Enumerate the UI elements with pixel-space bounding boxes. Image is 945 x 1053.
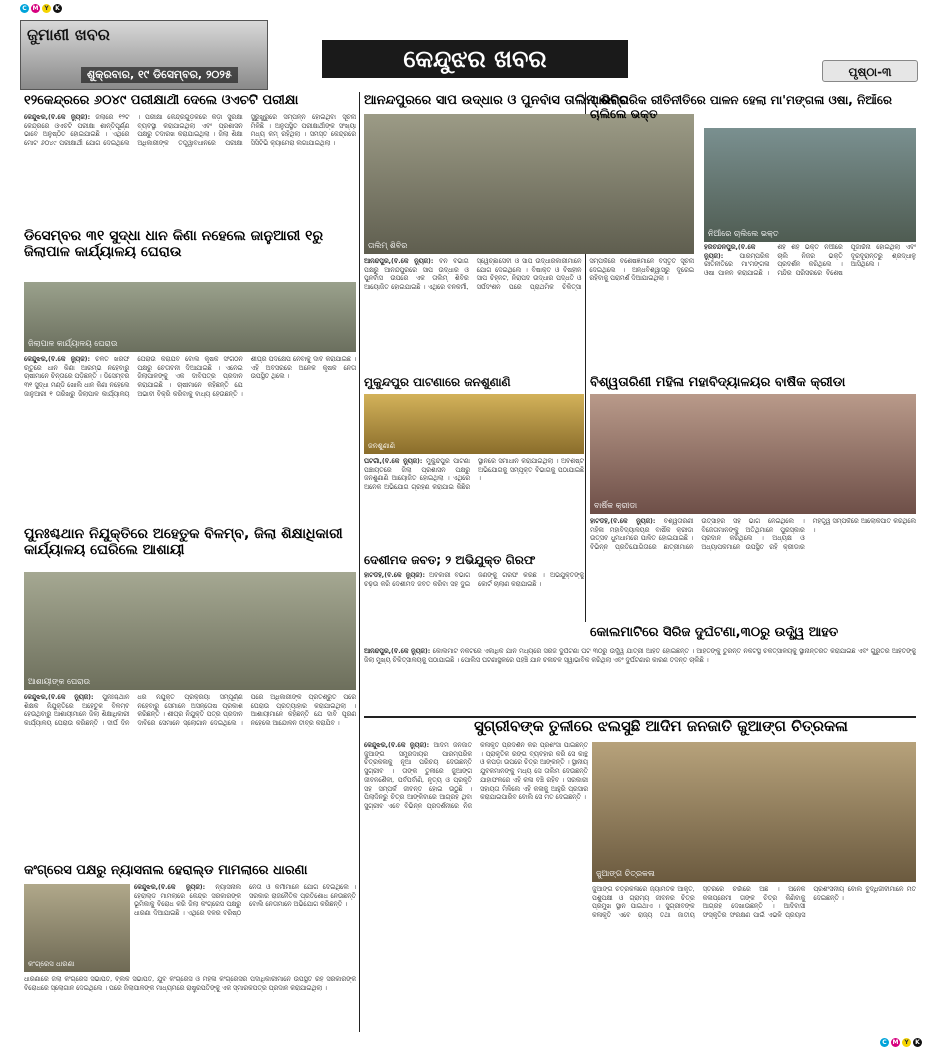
- headline-accident: କୋଲମାଟିରେ ସିରିଜ ଦୁର୍ଘଟଣା,୩୦ରୁ ଉର୍ଦ୍ଧ୍ୱ ଆହତ: [590, 626, 839, 640]
- photo-caption-art: ଜୁଆଙ୍ଗ ଚିତ୍ରକଳା: [596, 869, 655, 878]
- article-paddy-body: କେନ୍ଦୁଝର,(ବି.କେ ନ୍ୟୁଜ): ଚଳିତ ଖରିଫ ଋତୁରେ ଧାନ କିଣା ଆରମ୍ଭ ନହେବାରୁ ଚାଷୀମାନେ ଚିନ୍ତାରେ ପଡ଼ିଛନ୍ତି । ଡିସେମ୍ବର ୩୧ ସୁଦ୍ଧା ମଣ୍ଡି ଖୋଲି ଧାନ କିଣା ନହେଲେ ଜାନୁଆରୀ ୧ ତାରିଖରୁ ଜିଲାପାଳ କାର୍ଯ୍ୟାଳୟ ଘେରାଉ କରାଯିବ ବୋଲି କୃଷକ ସଂଗଠନ ପକ୍ଷରୁ ଚେତାବନୀ ଦିଆଯାଇଛି । ଏନେଇ ଜିଲାପାଳଙ୍କୁ ଏକ ଦାବିପତ୍ର ପ୍ରଦାନ କରାଯାଇଛି । ଚାଷୀମାନେ କହିଛନ୍ତି ଯେ ଅଭାବୀ ବିକ୍ରି କରିବାକୁ ବାଧ୍ୟ ହେଉଛନ୍ତି । ଶୀଘ୍ର ପଦକ୍ଷେପ ନେବାକୁ ଦାବି କରାଯାଇଛି । ଏହି ଅବସରରେ ଅନେକ କୃଷକ ନେତା ଉପସ୍ଥିତ ଥିଲେ ।: [24, 356, 356, 398]
- cmyk-c: C: [20, 4, 29, 13]
- photo-hearing: [364, 394, 584, 454]
- photo-caption-snake: ତାଲିମ୍ ଶିବିର: [368, 241, 408, 250]
- cmyk-marks-top: [20, 4, 80, 16]
- masthead-logo-block: [20, 20, 268, 90]
- section-name: ଜୁମାଣୀ ଖବର: [27, 25, 110, 44]
- dateline-snake: ଆନନ୍ଦପୁର,(ବି.କେ ନ୍ୟୁଜ):: [364, 258, 434, 265]
- photo-caption-paddy: ଜିଲାପାଳ କାର୍ଯ୍ୟାଳୟ ଘେରାଉ: [28, 339, 118, 348]
- article-teacher-body: କେନ୍ଦୁଝର,(ବି.କେ ନ୍ୟୁଜ): ପୁନଃଶ୍ଚଥାନ ଶିକ୍ଷକ ନିଯୁକ୍ତିରେ ଅହେତୁକ ବିଳମ୍ବ ହେଉଥିବାରୁ ଆଶାୟୀମାନେ ଜିଲା ଶିକ୍ଷାଧିକାରୀ କାର୍ଯ୍ୟାଳୟ ଘେରାଉ କରିଛନ୍ତି । ଦୀର୍ଘ ଦିନ ଧରି ନିଯୁକ୍ତି ପ୍ରକ୍ରିୟା ସମ୍ପୂର୍ଣ୍ଣ ନହେବାରୁ ସେମାନେ ଅସନ୍ତୋଷ ପ୍ରକାଶ କରିଛନ୍ତି । ଶୀଘ୍ର ନିଯୁକ୍ତି ପତ୍ର ପ୍ରଦାନ ଦାବିରେ ସେମାନେ ସ୍ଲୋଗାନ ଦେଇଥିଲେ । ପରେ ଅଧିକାରୀଙ୍କ ପ୍ରତିଶ୍ରୁତି ପରେ ଘେରାଉ ପ୍ରତ୍ୟାହାର କରାଯାଇଥିଲା । ଆଶାୟୀମାନେ କହିଛନ୍ତି ଯେ ଦାବି ପୂରଣ ନହେଲେ ଆନ୍ଦୋଳନ ତୀବ୍ର କରାଯିବ ।: [24, 694, 356, 728]
- photo-caption-hearing: ଜନଶୁଣାଣି: [368, 442, 396, 450]
- photo-caption-congress: କଂଗ୍ରେସ ଧାରଣା: [28, 960, 75, 968]
- dateline-paddy: କେନ୍ଦୁଝର,(ବି.କେ ନ୍ୟୁଜ):: [24, 356, 90, 363]
- article-snake-body: ଆନନ୍ଦପୁର,(ବି.କେ ନ୍ୟୁଜ): ବନ ବିଭାଗ ପକ୍ଷରୁ ଆନନ୍ଦପୁରରେ ସାପ ଉଦ୍ଧାର ଓ ପୁନର୍ବାସ ଉପରେ ଏକ ତାଲିମ୍ ଶିବିର ଆୟୋଜିତ ହୋଇଯାଇଛି । ଏଥିରେ ବନକର୍ମୀ, ସ୍ୱେଚ୍ଛାସେବୀ ଓ ସାପ ଉଦ୍ଧାରକାରୀମାନେ ଯୋଗ ଦେଇଥିଲେ । ବିଷାକ୍ତ ଓ ବିଷହୀନ ସାପ ଚିହ୍ନଟ, ନିରାପଦ ଉଦ୍ଧାର ପଦ୍ଧତି ଓ ସର୍ପଦଂଶନ ପରେ ପ୍ରାଥମିକ ଚିକିତ୍ସା ସମ୍ପର୍କରେ ବିଶେଷଜ୍ଞମାନେ ବିସ୍ତୃତ ସୂଚନା ଦେଇଥିଲେ । ଅନ୍ଧବିଶ୍ୱାସରୁ ଦୂରେଇ ରହିବାକୁ ପରାମର୍ଶ ଦିଆଯାଇଥିଲା ।: [364, 258, 694, 292]
- cmyk-y-bottom: Y: [902, 1038, 911, 1047]
- dateline-art: କେନ୍ଦୁଝର,(ବି.କେ ନ୍ୟୁଜ):: [364, 742, 430, 749]
- page-number-tag: [822, 60, 918, 82]
- column-divider-1: [359, 92, 360, 1032]
- headline-tradition: ପାରମ୍ପରିକ ରୀତିନୀତିରେ ପାଳନ ହେଲା ମା'ମଙ୍ଗଳା ଓଷା, ନିଆଁରେ ଚାଲିଲେ ଭକ୍ତ: [590, 94, 893, 121]
- photo-sports: [590, 394, 916, 514]
- dateline-exam: କେନ୍ଦୁଝର,(ବି.କେ ନ୍ୟୁଜ):: [24, 114, 91, 121]
- photo-teacher: [24, 572, 356, 690]
- cmyk-m: M: [32, 5, 39, 12]
- headline-congress: କଂଗ୍ରେସ ପକ୍ଷରୁ ନ୍ୟାସନାଲ ହେରାଲ୍ଡ ମାମଲାରେ ଧାରଣା: [24, 864, 308, 878]
- headline-liquor: ଦେଶୀମଦ ଜବତ; ୨ ଅଭିଯୁକ୍ତ ଗିରଫ: [364, 554, 536, 567]
- headline-paddy: ଡିସେମ୍ବର ୩୧ ସୁଦ୍ଧା ଧାନ କିଣା ନହେଲେ ଜାନୁଆରୀ ୧ରୁ ଜିଲାପାଳ କାର୍ଯ୍ୟାଳୟ ଘେରାଉ: [24, 228, 324, 261]
- article-liquor-body: ହାଟଡିହି,(ବି.କେ ନ୍ୟୁଜ): ଅବକାରୀ ବିଭାଗ ଚଢ଼ଉ କରି ଦେଶୀମଦ ଜବତ କରିବା ସହ ଦୁଇ ଜଣଙ୍କୁ ଗିରଫ କରିଛି । ଅଭିଯୁକ୍ତଙ୍କୁ କୋର୍ଟ ଚାଲାଣ କରାଯାଇଛି ।: [364, 572, 584, 588]
- cmyk-c-bottom: C: [880, 1038, 889, 1047]
- headline-teacher: ପୁନଃଶ୍ଚଥାନ ନିଯୁକ୍ତିରେ ଅହେତୁକ ବିଳମ୍ବ, ଜିଲା ଶିକ୍ଷାଧିକାରୀ କାର୍ଯ୍ୟାଳୟ ଘେରିଲେ ଆଶାୟୀ: [24, 526, 343, 559]
- article-tradition-body: ହରିଚନ୍ଦନପୁର,(ବି.କେ ନ୍ୟୁଜ): ପାରମ୍ପରିକ ରୀତିନୀତିରେ ମା'ମଙ୍ଗଳା ଓଷା ପାଳନ କରାଯାଇଛି । ଶହ ଶହ ଭକ୍ତ ନିଆଁରେ ଚାଲି ନିଜର ଭକ୍ତି ପ୍ରଦର୍ଶନ କରିଥିଲେ । ମନ୍ଦିର ପରିସରରେ ବିଶେଷ ପୂଜାର୍ଚ୍ଚନା ହୋଇଥିଲା ଏବଂ ଦୂରଦୂରାନ୍ତରୁ ଶ୍ରଦ୍ଧାଳୁ ଆସିଥିଲେ ।: [704, 244, 916, 278]
- photo-paddy: [24, 282, 356, 352]
- photo-caption-sports: ବାର୍ଷିକ କ୍ରୀଡା: [594, 501, 638, 510]
- dateline-liquor: ହାଟଡିହି,(ବି.କେ ନ୍ୟୁଜ):: [364, 572, 426, 579]
- photo-art: [592, 742, 916, 882]
- photo-caption-tradition: ନିଆଁରେ ଚାଲିଲେ ଭକ୍ତ: [708, 229, 779, 238]
- article-art-body-left: କେନ୍ଦୁଝର,(ବି.କେ ନ୍ୟୁଜ): ଆଦିମ ଜନଜାତି ଜୁଆଙ୍ଗ ସମ୍ପ୍ରଦାୟର ପାରମ୍ପରିକ ଚିତ୍ରକଳାକୁ ନୂଆ ପରିଚୟ ଦେଉଛନ୍ତି ସୁଗ୍ରୀବ । ତାଙ୍କ ତୁଳୀରେ ଜୁଆଙ୍ଗ ଜୀବନଶୈଳୀ, ପର୍ବପର୍ବାଣି, ନୃତ୍ୟ ଓ ପ୍ରକୃତି ସହ ସମ୍ପର୍କ ଜୀବନ୍ତ ହୋଇ ଉଠୁଛି । ପିଲାଦିନରୁ ଚିତ୍ର ଆଙ୍କିବାରେ ଆଗ୍ରହ ଥିବା ସୁଗ୍ରୀବ ଏବେ ବିଭିନ୍ନ ପ୍ରଦର୍ଶନୀରେ ନିଜ କଳାକୃତି ପ୍ରଦର୍ଶନ କରି ପ୍ରଶଂସା ପାଇଛନ୍ତି । ପ୍ରାକୃତିକ ରଙ୍ଗ ବ୍ୟବହାର କରି ସେ କାନ୍ଥ ଓ କପଡ଼ା ଉପରେ ଚିତ୍ର ଆଙ୍କନ୍ତି । ସ୍ଥାନୀୟ ଯୁବକମାନଙ୍କୁ ମଧ୍ୟ ସେ ତାଲିମ ଦେଉଛନ୍ତି ଯାହାଫଳରେ ଏହି କଳା ବଞ୍ଚି ରହିବ । ସରକାରୀ ସହାୟତା ମିଳିଲେ ଏହି କଳାକୁ ଆହୁରି ପ୍ରସାର କରାଯାଇପାରିବ ବୋଲି ସେ ମତ ଦେଇଛନ୍ତି ।: [364, 742, 588, 810]
- photo-caption-teacher: ଆଶାୟୀଙ୍କ ଘେରାଉ: [28, 677, 91, 686]
- headline-art-box: [364, 716, 916, 738]
- page-number: ପୃଷ୍ଠା-୩: [848, 65, 892, 79]
- article-congress-body: କେନ୍ଦୁଝର,(ବି.କେ ନ୍ୟୁଜ): ନ୍ୟାସନାଲ ହେରାଲ୍ଡ ମାମଲାରେ କେନ୍ଦ୍ର ସରକାରଙ୍କ ଭୂମିକାକୁ ବିରୋଧ କରି ଜିଲା କଂଗ୍ରେସ ପକ୍ଷରୁ ଧାରଣା ଦିଆଯାଇଛି । ଏଥିରେ ଦଳର ବରିଷ୍ଠ ନେତା ଓ କର୍ମୀମାନେ ଯୋଗ ଦେଇଥିଲେ । ସରକାର ରାଜନୈତିକ ପ୍ରତିଶୋଧ ନେଉଛନ୍ତି ବୋଲି ନେତାମାନେ ଅଭିଯୋଗ କରିଛନ୍ତି ।: [134, 884, 356, 918]
- cmyk-marks-bottom: [880, 1038, 940, 1050]
- article-art-body-right: ଜୁଆଙ୍ଗ ଚିତ୍ରକଳାରେ ଜ୍ୟାମିତିକ ଆକୃତି, ପଶୁପକ୍ଷୀ ଓ ଗ୍ରାମ୍ୟ ଜୀବନର ଚିତ୍ର ପ୍ରମୁଖ ସ୍ଥାନ ପାଇଥାଏ । ସୁଗ୍ରୀବଙ୍କ କଳାକୃତି ଏବେ ରାଜ୍ୟ ତଥା ଜାତୀୟ ସ୍ତରରେ ଚର୍ଚ୍ଚାରେ ଅଛି । ଅନେକ କଳାପ୍ରେମୀ ତାଙ୍କ ଚିତ୍ର କିଣିବାକୁ ଆଗ୍ରହ ଦେଖାଉଛନ୍ତି । ଆଦିବାସୀ ସଂସ୍କୃତିର ସଂରକ୍ଷଣ ପାଇଁ ଏଭଳି ପ୍ରୟାସ ପ୍ରଶଂସନୀୟ ବୋଲି ବୁଦ୍ଧିଜୀବୀମାନେ ମତ ଦେଇଛନ୍ତି ।: [592, 886, 916, 920]
- cmyk-y: Y: [42, 4, 51, 13]
- dateline-accident: ଆନନ୍ଦପୁର,(ବି.କେ ନ୍ୟୁଜ):: [364, 648, 431, 655]
- article-exam-body: କେନ୍ଦୁଝର,(ବି.କେ ନ୍ୟୁଜ): ଜିଲାରେ ୧୨ଟି କେନ୍ଦ୍ରରେ ଓଏଚଟି ପରୀକ୍ଷା ଶାନ୍ତିପୂର୍ଣ୍ଣ ଭାବେ ଅନୁଷ୍ଠିତ ହୋଇଯାଇଛି । ଏଥିରେ ମୋଟ ୬୦୪୯ ପରୀକ୍ଷାର୍ଥୀ ଯୋଗ ଦେଇଥିଲେ । ପରୀକ୍ଷା କେନ୍ଦ୍ରଗୁଡ଼ିକରେ କଡ଼ା ସୁରକ୍ଷା ବ୍ୟବସ୍ଥା କରାଯାଇଥିଲା ଏବଂ ପ୍ରଶାସନ ପକ୍ଷରୁ ତଦାରଖ କରାଯାଇଥିଲା । ଜିଲା ଶିକ୍ଷା ଅଧିକାରୀଙ୍କ ତତ୍ତ୍ୱାବଧାନରେ ପରୀକ୍ଷା ସୁରୁଖୁରୁରେ ସମ୍ପନ୍ନ ହୋଇଥିବା ସୂଚନା ମିଳିଛି । ଅନୁପସ୍ଥିତ ପରୀକ୍ଷାର୍ଥୀଙ୍କ ସଂଖ୍ୟା ମଧ୍ୟ କମ୍ ରହିଥିଲା । ସମସ୍ତ କେନ୍ଦ୍ରରେ ସିସିଟିଭି କ୍ୟାମେରା ଲଗାଯାଇଥିଲା ।: [24, 114, 356, 148]
- masthead-date: ଶୁକ୍ରବାର, ୧୯ ଡିସେମ୍ବର, ୨୦୨୫: [81, 67, 238, 83]
- cmyk-m-bottom: M: [892, 1039, 899, 1046]
- page-title: କେନ୍ଦୁଝର ଖବର: [403, 45, 547, 73]
- dateline-tradition: ହରିଚନ୍ଦନପୁର,(ବି.କେ ନ୍ୟୁଜ):: [704, 244, 756, 260]
- headline-exam: ୧୨କେନ୍ଦ୍ରରେ ୬୦୪୯ ପରୀକ୍ଷାର୍ଥୀ ଦେଲେ ଓଏଚଟି ପରୀକ୍ଷା: [24, 94, 299, 108]
- dateline-teacher: କେନ୍ଦୁଝର,(ବି.କେ ନ୍ୟୁଜ):: [24, 694, 94, 701]
- dateline-hearing: ଘଟଗାଁ,(ବି.କେ ନ୍ୟୁଜ):: [364, 458, 423, 465]
- dateline-congress: କେନ୍ଦୁଝର,(ବି.କେ ନ୍ୟୁଜ):: [134, 884, 206, 891]
- article-hearing-body: ଘଟଗାଁ,(ବି.କେ ନ୍ୟୁଜ): ମୁକୁନ୍ଦପୁର ପାଟଣା ପଞ୍ଚାୟତରେ ଜିଲା ପ୍ରଶାସନ ପକ୍ଷରୁ ଜନଶୁଣାଣି ଆୟୋଜିତ ହୋଇଥିଲା । ଏଥିରେ ଅନେକ ଅଭିଯୋଗ ଗ୍ରହଣ କରାଯାଇ କିଛିର ସ୍ଥାନରେ ସମାଧାନ କରାଯାଇଥିଲା । ଅବଶିଷ୍ଟ ଅଭିଯୋଗକୁ ସମ୍ପୃକ୍ତ ବିଭାଗକୁ ପଠାଯାଇଛି ।: [364, 458, 584, 492]
- headline-art: ସୁଗ୍ରୀବଙ୍କ ତୁଳୀରେ ଝଲସୁଛି ଆଦିମ ଜନଜାତି ଜୁଆଙ୍ଗ ଚିତ୍ରକଳା: [474, 717, 848, 735]
- article-sports-body: ହାଟଡିହି,(ବି.କେ ନ୍ୟୁଜ): ବିଶ୍ୱତାରିଣୀ ମହିଳା ମହାବିଦ୍ୟାଳୟର ବାର୍ଷିକ କ୍ରୀଡା ଉତ୍ସବ ଧୁମଧାମରେ ପାଳିତ ହୋଇଯାଇଛି । ବିଭିନ୍ନ ପ୍ରତିଯୋଗିତାରେ ଛାତ୍ରୀମାନେ ଉତ୍ସାହର ସହ ଭାଗ ନେଇଥିଲେ । ବିଜେତାମାନଙ୍କୁ ଅତିଥିମାନେ ପୁରସ୍କାର ପ୍ରଦାନ କରିଥିଲେ । ଅଧ୍ୟକ୍ଷ ଓ ଅଧ୍ୟାପକମାନେ ଉପସ୍ଥିତ ରହି କ୍ରୀଡାର ମହତ୍ତ୍ୱ ସମ୍ପର୍କରେ ଆଲୋକପାତ କରିଥିଲେ ।: [590, 518, 916, 552]
- cmyk-k-bottom: K: [913, 1038, 922, 1047]
- photo-congress: [24, 884, 130, 972]
- headline-sports: ବିଶ୍ୱତାରିଣୀ ମହିଳା ମହାବିଦ୍ୟାଳୟର ବାର୍ଷିକ କ୍ରୀଡା: [590, 376, 846, 390]
- headline-hearing: ମୁକୁନ୍ଦପୁର ପାଟଣାରେ ଜନଶୁଣାଣି: [364, 376, 511, 389]
- masthead-title-bar: [322, 40, 628, 78]
- headline-snake: ଆନନ୍ଦପୁରରେ ସାପ ଉଦ୍ଧାର ଓ ପୁନର୍ବାସ ତାଲିମ୍ ଶିବିର: [364, 94, 629, 108]
- article-congress-tail: ଧାରଣାରେ ଜିଲା କଂଗ୍ରେସ ସଭାପତି, ବ୍ଲକ ସଭାପତି, ଯୁବ କଂଗ୍ରେସ ଓ ମହିଳା କଂଗ୍ରେସର ପଦାଧିକାରୀମାନେ ଉପସ୍ଥିତ ରହି ସରକାରଙ୍କ ବିରୋଧରେ ସ୍ଲୋଗାନ ଦେଇଥିଲେ । ପରେ ଜିଲାପାଳଙ୍କ ମାଧ୍ୟମରେ ରାଷ୍ଟ୍ରପତିଙ୍କୁ ଏକ ସ୍ମାରକପତ୍ର ପ୍ରଦାନ କରାଯାଇଥିଲା ।: [24, 976, 356, 992]
- cmyk-k: K: [53, 4, 62, 13]
- article-accident-body: ଆନନ୍ଦପୁର,(ବି.କେ ନ୍ୟୁଜ): କୋଲମାଟି ନିକଟରେ ଏକାଧିକ ଯାନ ମଧ୍ୟରେ ସିରିଜ ଦୁର୍ଘଟଣା ଘଟି ୩୦ରୁ ଉର୍ଦ୍ଧ୍ୱ ଯାତ୍ରୀ ଆହତ ହୋଇଛନ୍ତି । ଆହତଙ୍କୁ ତୁରନ୍ତ ନିକଟସ୍ଥ ଚିକିତ୍ସାଳୟକୁ ସ୍ଥାନାନ୍ତରିତ କରାଯାଇଛି ଏବଂ ଗୁରୁତର ଆହତଙ୍କୁ ଜିଲା ମୁଖ୍ୟ ଚିକିତ୍ସାଳୟକୁ ପଠାଯାଇଛି । ପୋଲିସ ଘଟଣାସ୍ଥଳରେ ପହଞ୍ଚି ଯାନ ଚଳାଚଳ ସ୍ୱାଭାବିକ କରିଥିଲା ଏବଂ ଦୁର୍ଘଟଣାର କାରଣ ତଦନ୍ତ ଚାଲିଛି ।: [364, 648, 916, 664]
- photo-tradition: [704, 128, 916, 242]
- dateline-sports: ହାଟଡିହି,(ବି.କେ ନ୍ୟୁଜ):: [590, 518, 656, 525]
- photo-snake: [364, 114, 694, 254]
